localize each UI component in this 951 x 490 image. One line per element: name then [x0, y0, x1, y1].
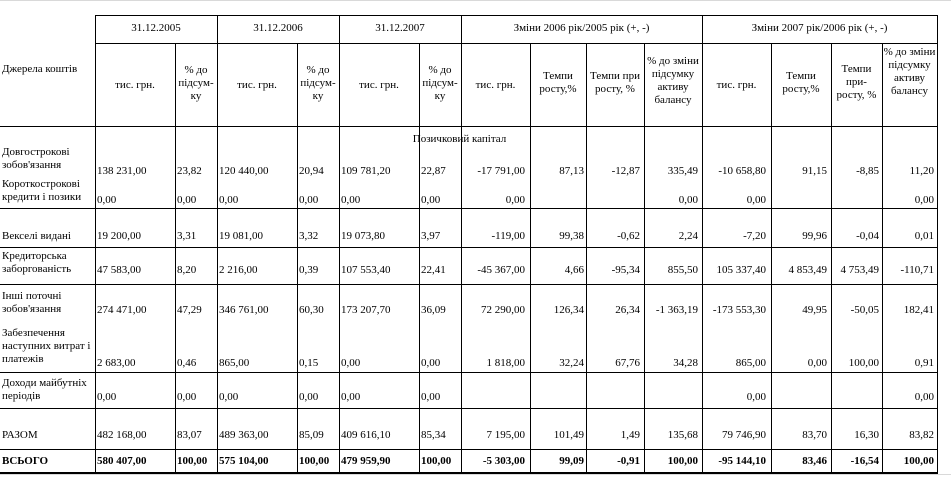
- table-cell[interactable]: -7,20: [743, 230, 766, 242]
- table-cell[interactable]: 3,31: [177, 230, 197, 242]
- row-label: Векселі видані: [2, 230, 71, 242]
- grid-line: [0, 372, 937, 373]
- table-cell[interactable]: 0,00: [341, 357, 361, 369]
- row-label: Кредиторська заборгованість: [2, 250, 72, 275]
- grid-line: [95, 15, 937, 16]
- col-header-share: % до зміни підсумку активу балансу: [647, 55, 699, 106]
- table-cell[interactable]: 107 553,40: [341, 264, 391, 276]
- col-header-share: % до зміни підсумку активу балансу: [883, 46, 936, 97]
- table-cell[interactable]: 101,49: [553, 429, 584, 441]
- table-cell[interactable]: 83,46: [802, 455, 827, 467]
- table-cell[interactable]: 19 081,00: [219, 230, 263, 242]
- table-cell[interactable]: 16,30: [854, 429, 879, 441]
- table-cell[interactable]: 489 363,00: [219, 429, 269, 441]
- table-cell[interactable]: 19 200,00: [97, 230, 141, 242]
- col-header-growth: Темпи росту,%: [539, 70, 577, 95]
- table-cell[interactable]: 100,00: [848, 357, 879, 369]
- table-cell[interactable]: 0,39: [299, 264, 319, 276]
- change-header: Зміни 2006 рік/2005 рік (+, -): [513, 22, 650, 34]
- grid-line: [419, 43, 420, 474]
- table-cell[interactable]: -0,62: [617, 230, 640, 242]
- col-header-pct: % до підсум-ку: [300, 64, 336, 102]
- table-cell[interactable]: 100,00: [299, 455, 330, 467]
- col-header-pct: % до підсум-ку: [422, 64, 458, 102]
- table-cell[interactable]: 4 853,49: [788, 264, 827, 276]
- table-cell[interactable]: 83,70: [802, 429, 827, 441]
- table-cell[interactable]: 0,00: [914, 194, 934, 206]
- table-cell[interactable]: -12,87: [611, 165, 640, 177]
- grid-line: [0, 208, 937, 209]
- table-cell[interactable]: 2 683,00: [97, 357, 136, 369]
- table-cell[interactable]: 0,91: [914, 357, 934, 369]
- table-cell[interactable]: 60,30: [299, 304, 324, 316]
- table-cell[interactable]: 36,09: [421, 304, 446, 316]
- table-cell[interactable]: 99,96: [802, 230, 827, 242]
- table-cell[interactable]: 0,00: [421, 194, 441, 206]
- table-cell[interactable]: -173 553,30: [712, 304, 766, 316]
- table-cell[interactable]: 11,20: [909, 165, 934, 177]
- table-cell[interactable]: 47 583,00: [97, 264, 141, 276]
- table-cell[interactable]: 182,41: [903, 304, 934, 316]
- col-header-amount: тис. грн.: [115, 79, 155, 91]
- grid-line: [0, 247, 937, 248]
- table-cell[interactable]: 3,32: [299, 230, 319, 242]
- table-cell[interactable]: 2 216,00: [219, 264, 258, 276]
- table-cell[interactable]: 72 290,00: [481, 304, 525, 316]
- col-header-increase: Темпи при росту, %: [590, 70, 640, 95]
- row-label: Забезпечення наступних витрат і платежів: [2, 327, 91, 365]
- table-cell[interactable]: 20,94: [299, 165, 324, 177]
- table-cell[interactable]: 855,50: [667, 264, 698, 276]
- table-cell[interactable]: 126,34: [553, 304, 584, 316]
- table-cell[interactable]: 100,00: [667, 455, 698, 467]
- table-cell[interactable]: 4 753,49: [840, 264, 879, 276]
- table-cell[interactable]: 865,00: [219, 357, 250, 369]
- table-cell[interactable]: 32,24: [559, 357, 584, 369]
- table-cell[interactable]: 47,29: [177, 304, 202, 316]
- table-cell[interactable]: -0,04: [856, 230, 879, 242]
- grid-line: [175, 43, 176, 474]
- table-cell[interactable]: 100,00: [421, 455, 452, 467]
- table-cell[interactable]: 83,82: [909, 429, 934, 441]
- row-label: Доходи майбутніх періодів: [2, 377, 87, 402]
- table-cell[interactable]: -10 658,80: [718, 165, 766, 177]
- table-cell[interactable]: 0,00: [299, 194, 319, 206]
- table-cell[interactable]: 85,09: [299, 429, 324, 441]
- table-cell[interactable]: 22,41: [421, 264, 446, 276]
- col-header-amount: тис. грн.: [475, 79, 516, 91]
- row-label: Короткострокові кредити і позики: [2, 178, 82, 203]
- change-header: Зміни 2007 рік/2006 рік (+, -): [751, 22, 888, 34]
- grid-line: [644, 43, 645, 474]
- table-cell[interactable]: 138 231,00: [97, 165, 147, 177]
- table-cell[interactable]: 479 959,90: [341, 455, 391, 467]
- table-cell[interactable]: 0,00: [746, 391, 766, 403]
- table-cell[interactable]: 0,00: [421, 391, 441, 403]
- col-header-amount: тис. грн.: [716, 79, 757, 91]
- table-cell[interactable]: 0,00: [219, 194, 239, 206]
- table-cell[interactable]: 0,00: [341, 194, 361, 206]
- table-cell[interactable]: 0,00: [505, 194, 525, 206]
- table-cell[interactable]: 0,00: [177, 194, 197, 206]
- table-cell[interactable]: 335,49: [667, 165, 698, 177]
- table-cell[interactable]: 67,76: [615, 357, 640, 369]
- table-cell[interactable]: -95 144,10: [718, 455, 766, 467]
- table-cell[interactable]: 2,24: [678, 230, 698, 242]
- table-cell[interactable]: 85,34: [421, 429, 446, 441]
- table-cell[interactable]: 87,13: [559, 165, 584, 177]
- table-cell[interactable]: 0,00: [97, 391, 117, 403]
- table-cell[interactable]: 34,28: [673, 357, 698, 369]
- table-cell[interactable]: 0,00: [177, 391, 197, 403]
- section-title: Позичковий капітал: [412, 133, 507, 145]
- table-cell[interactable]: 346 761,00: [219, 304, 269, 316]
- grid-line: [937, 15, 938, 474]
- table-cell[interactable]: 99,38: [559, 230, 584, 242]
- table-cell[interactable]: 22,87: [421, 165, 446, 177]
- table-cell[interactable]: 120 440,00: [219, 165, 269, 177]
- table-cell[interactable]: 575 104,00: [219, 455, 269, 467]
- table-cell[interactable]: 49,95: [802, 304, 827, 316]
- table-cell[interactable]: 1,49: [620, 429, 640, 441]
- row-label: ВСЬОГО: [2, 455, 49, 467]
- grid-line: [0, 449, 937, 450]
- table-cell[interactable]: -45 367,00: [477, 264, 525, 276]
- table-cell[interactable]: 135,68: [667, 429, 698, 441]
- table-cell[interactable]: 0,00: [341, 391, 361, 403]
- table-cell[interactable]: -8,85: [856, 165, 879, 177]
- table-cell[interactable]: 3,97: [421, 230, 441, 242]
- table-cell[interactable]: -1 363,19: [655, 304, 698, 316]
- grid-line: [297, 43, 298, 474]
- table-cell[interactable]: 99,09: [559, 455, 584, 467]
- grid-line: [586, 43, 587, 474]
- table-cell[interactable]: 91,15: [802, 165, 827, 177]
- grid-line: [0, 408, 937, 409]
- table-cell[interactable]: -5 303,00: [482, 455, 525, 467]
- table-cell[interactable]: 0,00: [746, 194, 766, 206]
- row-label: Інші поточні зобов'язання: [2, 290, 62, 315]
- table-cell[interactable]: 0,00: [299, 391, 319, 403]
- table-cell[interactable]: 0,00: [807, 357, 827, 369]
- col-header-increase: Темпи при-росту, %: [836, 63, 877, 101]
- table-cell[interactable]: 274 471,00: [97, 304, 147, 316]
- period-header: 31.12.2005: [131, 22, 181, 34]
- table-cell[interactable]: 409 616,10: [341, 429, 391, 441]
- grid-line: [771, 43, 772, 474]
- table-cell[interactable]: 0,15: [299, 357, 319, 369]
- grid-line: [882, 43, 883, 474]
- table-cell[interactable]: 105 337,40: [716, 264, 766, 276]
- table-cell[interactable]: 0,46: [177, 357, 197, 369]
- table-cell[interactable]: 0,01: [914, 230, 934, 242]
- grid-line: [0, 126, 937, 127]
- grid-line: [530, 43, 531, 474]
- period-header: 31.12.2007: [375, 22, 425, 34]
- col-header-amount: тис. грн.: [359, 79, 399, 91]
- period-header: 31.12.2006: [253, 22, 303, 34]
- grid-line: [831, 43, 832, 474]
- row-label: Довгострокові зобов'язання: [2, 146, 70, 171]
- table-cell[interactable]: 100,00: [177, 455, 208, 467]
- row-header-label: Джерела коштів: [2, 63, 78, 75]
- table-cell[interactable]: 865,00: [735, 357, 766, 369]
- table-cell[interactable]: -95,34: [611, 264, 640, 276]
- table-cell[interactable]: -16,54: [850, 455, 879, 467]
- table-cell[interactable]: 0,00: [421, 357, 441, 369]
- table-cell[interactable]: 4,66: [564, 264, 584, 276]
- table-cell[interactable]: 173 207,70: [341, 304, 391, 316]
- table-cell[interactable]: -0,91: [617, 455, 640, 467]
- table-cell[interactable]: 1 818,00: [486, 357, 525, 369]
- table-cell[interactable]: 0,00: [219, 391, 239, 403]
- grid-line: [0, 284, 937, 285]
- grid-line: [0, 472, 937, 474]
- table-cell[interactable]: 79 746,90: [722, 429, 766, 441]
- table-cell[interactable]: 0,00: [914, 391, 934, 403]
- table-cell[interactable]: 0,00: [678, 194, 698, 206]
- table-cell[interactable]: -17 791,00: [477, 165, 525, 177]
- table-cell[interactable]: 482 168,00: [97, 429, 147, 441]
- table-cell[interactable]: 23,82: [177, 165, 202, 177]
- table-cell[interactable]: 100,00: [903, 455, 934, 467]
- table-cell[interactable]: 83,07: [177, 429, 202, 441]
- col-header-pct: % до підсум-ку: [178, 64, 214, 102]
- table-cell[interactable]: 26,34: [615, 304, 640, 316]
- table-cell[interactable]: -50,05: [850, 304, 879, 316]
- table-cell[interactable]: 8,20: [177, 264, 197, 276]
- row-label: РАЗОМ: [2, 429, 38, 441]
- table-cell[interactable]: 0,00: [97, 194, 117, 206]
- col-header-growth: Темпи росту,%: [782, 70, 820, 95]
- table-cell[interactable]: -110,71: [900, 264, 934, 276]
- table-cell[interactable]: 19 073,80: [341, 230, 385, 242]
- col-header-amount: тис. грн.: [237, 79, 277, 91]
- table-cell[interactable]: 580 407,00: [97, 455, 147, 467]
- table-cell[interactable]: -119,00: [491, 230, 525, 242]
- grid-line: [95, 43, 937, 44]
- table-cell[interactable]: 7 195,00: [486, 429, 525, 441]
- table-cell[interactable]: 109 781,20: [341, 165, 391, 177]
